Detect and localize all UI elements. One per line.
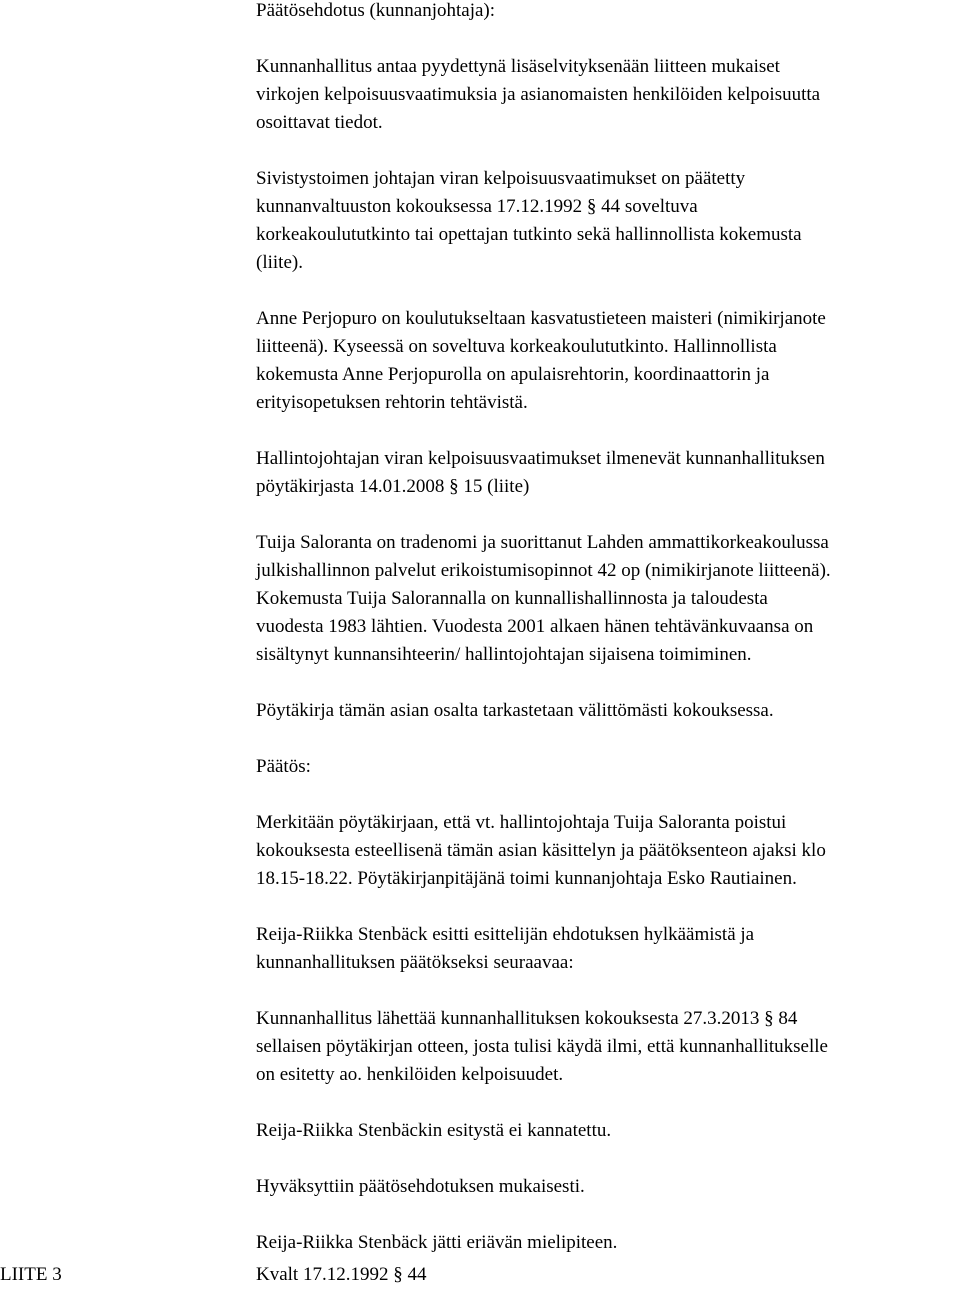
- paragraph: [256, 921, 956, 977]
- text-line: Merkitään pöytäkirjaan, että vt. hallintojohtaja Tuija Saloranta poistui: [256, 812, 787, 833]
- text-line: sisältynyt kunnansihteerin/ hallintojohtajan sijaisena toimiminen.: [256, 644, 752, 665]
- paragraph: [256, 305, 956, 417]
- decision-heading: Päätös:: [256, 756, 311, 777]
- paragraph: [256, 697, 956, 725]
- paragraph: [256, 445, 956, 501]
- text-line: julkishallinnon palvelut erikoistumisopinnot 42 op (nimikirjanote liitteenä).: [256, 560, 831, 581]
- document-body: [256, 0, 956, 1285]
- paragraph: [256, 1229, 956, 1257]
- text-line: Hyväksyttiin päätösehdotuksen mukaisesti.: [256, 1176, 585, 1197]
- text-line: kokemusta Anne Perjopurolla on apulaisrehtorin, koordinaattorin ja: [256, 364, 770, 385]
- attachment-label: LIITE 3: [0, 1264, 62, 1285]
- text-line: Kunnanhallitus lähettää kunnanhallituksen kokouksesta 27.3.2013 § 84: [256, 1008, 798, 1029]
- text-line: Reija-Riikka Stenbäck jätti eriävän mielipiteen.: [256, 1232, 618, 1253]
- text-line: on esitetty ao. henkilöiden kelpoisuudet.: [256, 1064, 564, 1085]
- text-line: vuodesta 1983 lähtien. Vuodesta 2001 alkaen hänen tehtävänkuvaansa on: [256, 616, 814, 637]
- text-line: liitteenä). Kyseessä on soveltuva korkeakoulututkinto. Hallinnollista: [256, 336, 777, 357]
- text-line: Sivistystoimen johtajan viran kelpoisuusvaatimukset on päätetty: [256, 168, 746, 189]
- paragraph: [256, 1173, 956, 1201]
- decision-paragraphs: [256, 809, 956, 1257]
- text-line: Hallintojohtajan viran kelpoisuusvaatimukset ilmenevät kunnanhallituksen: [256, 448, 825, 469]
- text-line: kunnanhallituksen päätökseksi seuraavaa:: [256, 952, 574, 973]
- text-line: korkeakoulututkinto tai opettajan tutkinto sekä hallinnollista kokemusta: [256, 224, 802, 245]
- text-line: (liite).: [256, 252, 303, 273]
- paragraph: [256, 1117, 956, 1145]
- text-line: erityisopetuksen rehtorin tehtävistä.: [256, 392, 528, 413]
- text-line: Reija-Riikka Stenbäck esitti esittelijän ehdotuksen hylkäämistä ja: [256, 924, 755, 945]
- text-line: Reija-Riikka Stenbäckin esitystä ei kannatettu.: [256, 1120, 612, 1141]
- footer-reference: Kvalt 17.12.1992 § 44: [256, 1264, 427, 1285]
- text-line: Anne Perjopuro on koulutukseltaan kasvatustieteen maisteri (nimikirjanote: [256, 308, 826, 329]
- text-line: kokouksesta esteellisenä tämän asian käsittelyn ja päätöksenteon ajaksi klo: [256, 840, 826, 861]
- proposal-heading: Päätösehdotus (kunnanjohtaja):: [256, 0, 496, 21]
- text-line: Kokemusta Tuija Salorannalla on kunnallishallinnosta ja taloudesta: [256, 588, 768, 609]
- paragraph: [256, 165, 956, 277]
- text-line: Kunnanhallitus antaa pyydettynä lisäselvityksenään liitteen mukaiset: [256, 56, 780, 77]
- paragraph: [256, 53, 956, 137]
- text-line: pöytäkirjasta 14.01.2008 § 15 (liite): [256, 476, 530, 497]
- proposal-paragraphs: [256, 53, 956, 725]
- text-line: virkojen kelpoisuusvaatimuksia ja asianomaisten henkilöiden kelpoisuutta: [256, 84, 821, 105]
- text-line: Pöytäkirja tämän asian osalta tarkastetaan välittömästi kokouksessa.: [256, 700, 774, 721]
- text-line: Tuija Saloranta on tradenomi ja suorittanut Lahden ammattikorkeakoulussa: [256, 532, 829, 553]
- text-line: osoittavat tiedot.: [256, 112, 383, 133]
- text-line: kunnanvaltuuston kokouksessa 17.12.1992 § 44 soveltuva: [256, 196, 698, 217]
- text-line: 18.15-18.22. Pöytäkirjanpitäjänä toimi kunnanjohtaja Esko Rautiainen.: [256, 868, 797, 889]
- paragraph: [256, 809, 956, 893]
- text-line: sellaisen pöytäkirjan otteen, josta tulisi käydä ilmi, että kunnanhallitukselle: [256, 1036, 828, 1057]
- paragraph: [256, 529, 956, 669]
- paragraph: [256, 1005, 956, 1089]
